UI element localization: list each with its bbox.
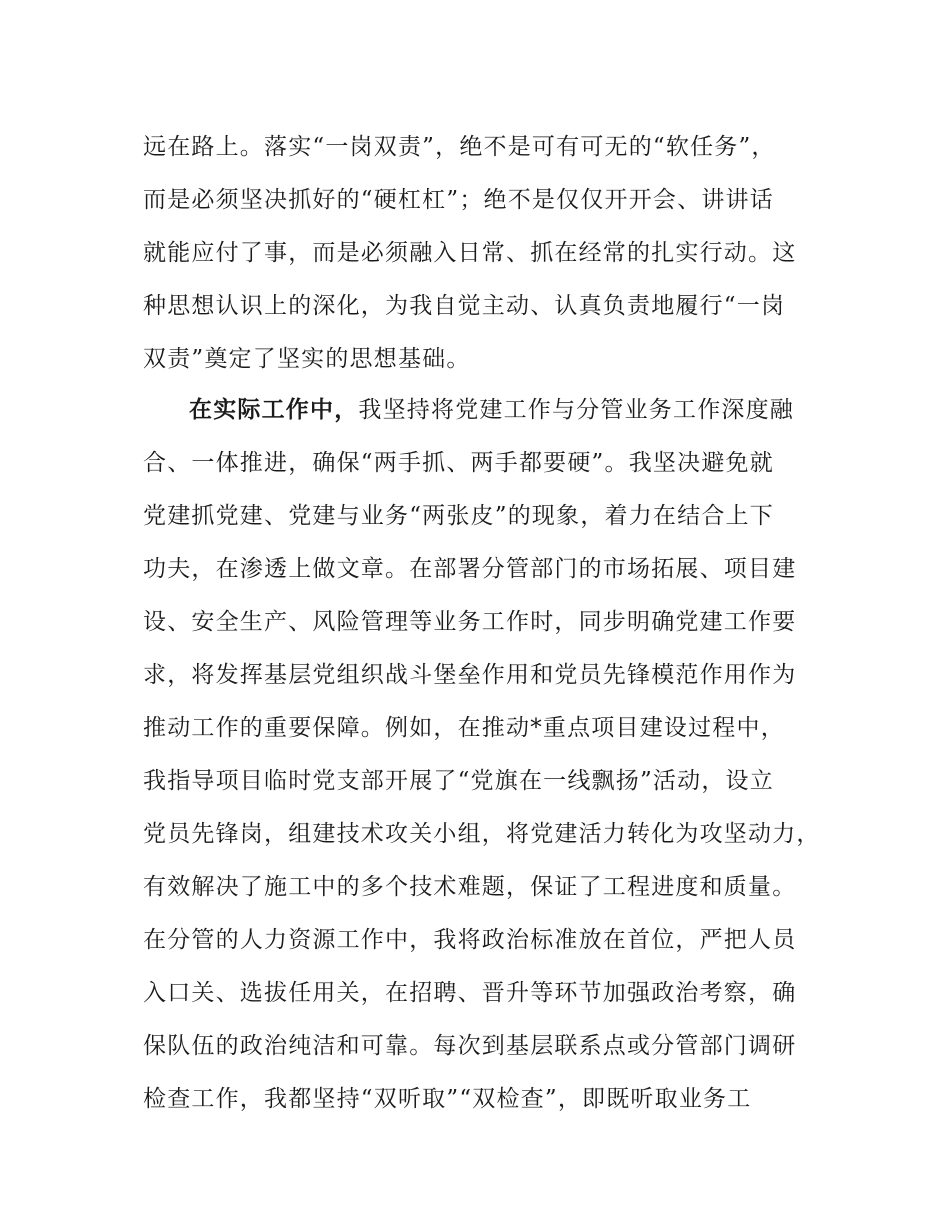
paragraph-line: 双责”奠定了坚实的思想基础。 [143, 346, 471, 372]
paragraph-line: 种思想认识上的深化，为我自觉主动、认真负责地履行“一岗 [143, 293, 786, 319]
paragraph-first-line [143, 384, 823, 437]
paragraph-line: 党建抓党建、党建与业务“两张皮”的现象，着力在结合上下 [143, 503, 774, 529]
paragraph-line: 设、安全生产、风险管理等业务工作时，同步明确党建工作要 [143, 609, 797, 635]
paragraph-line: 就能应付了事，而是必须融入日常、抓在经常的扎实行动。这 [143, 240, 797, 266]
paragraph-1 [143, 121, 823, 386]
paragraph-line: 远在路上。落实“一岗双责”，绝不是可有可无的“软任务”， [143, 134, 776, 160]
paragraph-line: 保队伍的政治纯洁和可靠。每次到基层联系点或分管部门调研 [143, 1033, 797, 1059]
paragraph-line: 而是必须坚决抓好的“硬杠杠”；绝不是仅仅开开会、讲讲话 [143, 187, 774, 213]
paragraph-line: 党员先锋岗，组建技术攻关小组，将党建活力转化为攻坚动力， [143, 821, 821, 847]
paragraph-line: 我指导项目临时党支部开展了“党旗在一线飘扬”活动，设立 [143, 768, 774, 794]
paragraph-line: 在分管的人力资源工作中，我将政治标准放在首位，严把人员 [143, 927, 797, 953]
paragraph-line: 推动工作的重要保障。例如，在推动*重点项目建设过程中， [143, 715, 785, 741]
paragraph-line: 检查工作，我都坚持“双听取”“双检查”，即既听取业务工 [143, 1086, 752, 1112]
paragraph-line: 功夫，在渗透上做文章。在部署分管部门的市场拓展、项目建 [143, 556, 797, 582]
first-line-text: 我坚持将党建工作与分管业务工作深度融 [358, 397, 795, 423]
bold-lead-phrase: 在实际工作中， [189, 397, 359, 423]
paragraph-line: 入口关、选拔任用关，在招聘、晋升等环节加强政治考察，确 [143, 980, 797, 1006]
paragraph-line: 合、一体推进，确保“两手抓、两手都要硬”。我坚决避免就 [143, 450, 774, 476]
paragraph-2 [143, 384, 823, 1126]
paragraph-line: 有效解决了施工中的多个技术难题，保证了工程进度和质量。 [143, 874, 797, 900]
paragraph-line: 求，将发挥基层党组织战斗堡垒作用和党员先锋模范作用作为 [143, 662, 797, 688]
